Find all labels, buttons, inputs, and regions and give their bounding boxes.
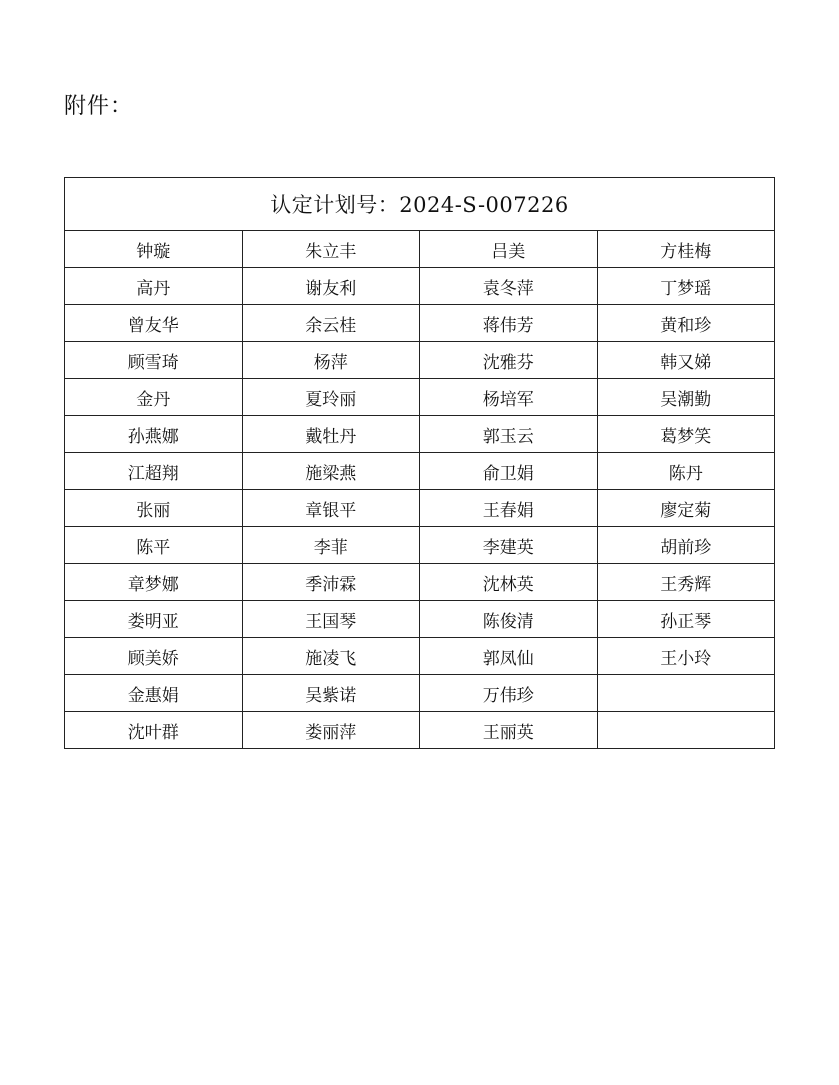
attachment-label: 附件： [64, 94, 134, 119]
name-cell: 王小玲 [597, 638, 775, 675]
name-cell: 吴潮勤 [597, 379, 775, 416]
name-cell: 夏玲丽 [242, 379, 420, 416]
name-cell: 金丹 [65, 379, 243, 416]
name-cell: 孙正琴 [597, 601, 775, 638]
name-cell: 施梁燕 [242, 453, 420, 490]
table-row [65, 342, 775, 379]
name-cell: 钟璇 [65, 231, 243, 268]
name-cell: 李菲 [242, 527, 420, 564]
name-cell: 李建英 [420, 527, 598, 564]
name-cell: 沈叶群 [65, 712, 243, 749]
name-cell: 金惠娟 [65, 675, 243, 712]
table-title-row [65, 178, 775, 231]
name-cell: 高丹 [65, 268, 243, 305]
table-row [65, 231, 775, 268]
table-row [65, 490, 775, 527]
name-cell: 袁冬萍 [420, 268, 598, 305]
name-cell: 朱立丰 [242, 231, 420, 268]
name-cell: 季沛霖 [242, 564, 420, 601]
name-cell: 王国琴 [242, 601, 420, 638]
empty-cell [597, 675, 775, 712]
name-cell: 谢友利 [242, 268, 420, 305]
name-cell: 丁梦瑶 [597, 268, 775, 305]
name-cell: 俞卫娟 [420, 453, 598, 490]
name-cell: 娄丽萍 [242, 712, 420, 749]
name-cell: 胡前珍 [597, 527, 775, 564]
name-cell: 戴牡丹 [242, 416, 420, 453]
name-cell: 王丽英 [420, 712, 598, 749]
name-cell: 江超翔 [65, 453, 243, 490]
name-cell: 王春娟 [420, 490, 598, 527]
name-cell: 韩又娣 [597, 342, 775, 379]
name-cell: 杨培军 [420, 379, 598, 416]
table-row [65, 564, 775, 601]
name-cell: 顾美娇 [65, 638, 243, 675]
name-cell: 吴紫诺 [242, 675, 420, 712]
name-cell: 吕美 [420, 231, 598, 268]
table-row [65, 453, 775, 490]
roster-table [64, 177, 775, 749]
table-row [65, 305, 775, 342]
name-cell: 万伟珍 [420, 675, 598, 712]
name-cell: 施凌飞 [242, 638, 420, 675]
name-cell: 陈平 [65, 527, 243, 564]
name-cell: 蒋伟芳 [420, 305, 598, 342]
name-cell: 娄明亚 [65, 601, 243, 638]
table-row [65, 675, 775, 712]
name-cell: 廖定菊 [597, 490, 775, 527]
name-cell: 陈俊清 [420, 601, 598, 638]
name-cell: 沈雅芬 [420, 342, 598, 379]
name-cell: 余云桂 [242, 305, 420, 342]
table-row [65, 601, 775, 638]
name-cell: 王秀辉 [597, 564, 775, 601]
name-cell: 顾雪琦 [65, 342, 243, 379]
name-cell: 沈林英 [420, 564, 598, 601]
table-row [65, 268, 775, 305]
plan-number-title: 认定计划号：2024-S-007226 [65, 178, 775, 231]
name-cell: 张丽 [65, 490, 243, 527]
name-cell: 葛梦笑 [597, 416, 775, 453]
name-cell: 章梦娜 [65, 564, 243, 601]
name-cell: 曾友华 [65, 305, 243, 342]
name-cell: 杨萍 [242, 342, 420, 379]
table-row [65, 638, 775, 675]
name-cell: 章银平 [242, 490, 420, 527]
table-row [65, 527, 775, 564]
name-cell: 陈丹 [597, 453, 775, 490]
name-cell: 孙燕娜 [65, 416, 243, 453]
empty-cell [597, 712, 775, 749]
table-row [65, 712, 775, 749]
table-row [65, 379, 775, 416]
table-row [65, 416, 775, 453]
roster-table-body [65, 178, 775, 749]
name-cell: 黄和珍 [597, 305, 775, 342]
name-cell: 郭凤仙 [420, 638, 598, 675]
name-cell: 郭玉云 [420, 416, 598, 453]
name-cell: 方桂梅 [597, 231, 775, 268]
